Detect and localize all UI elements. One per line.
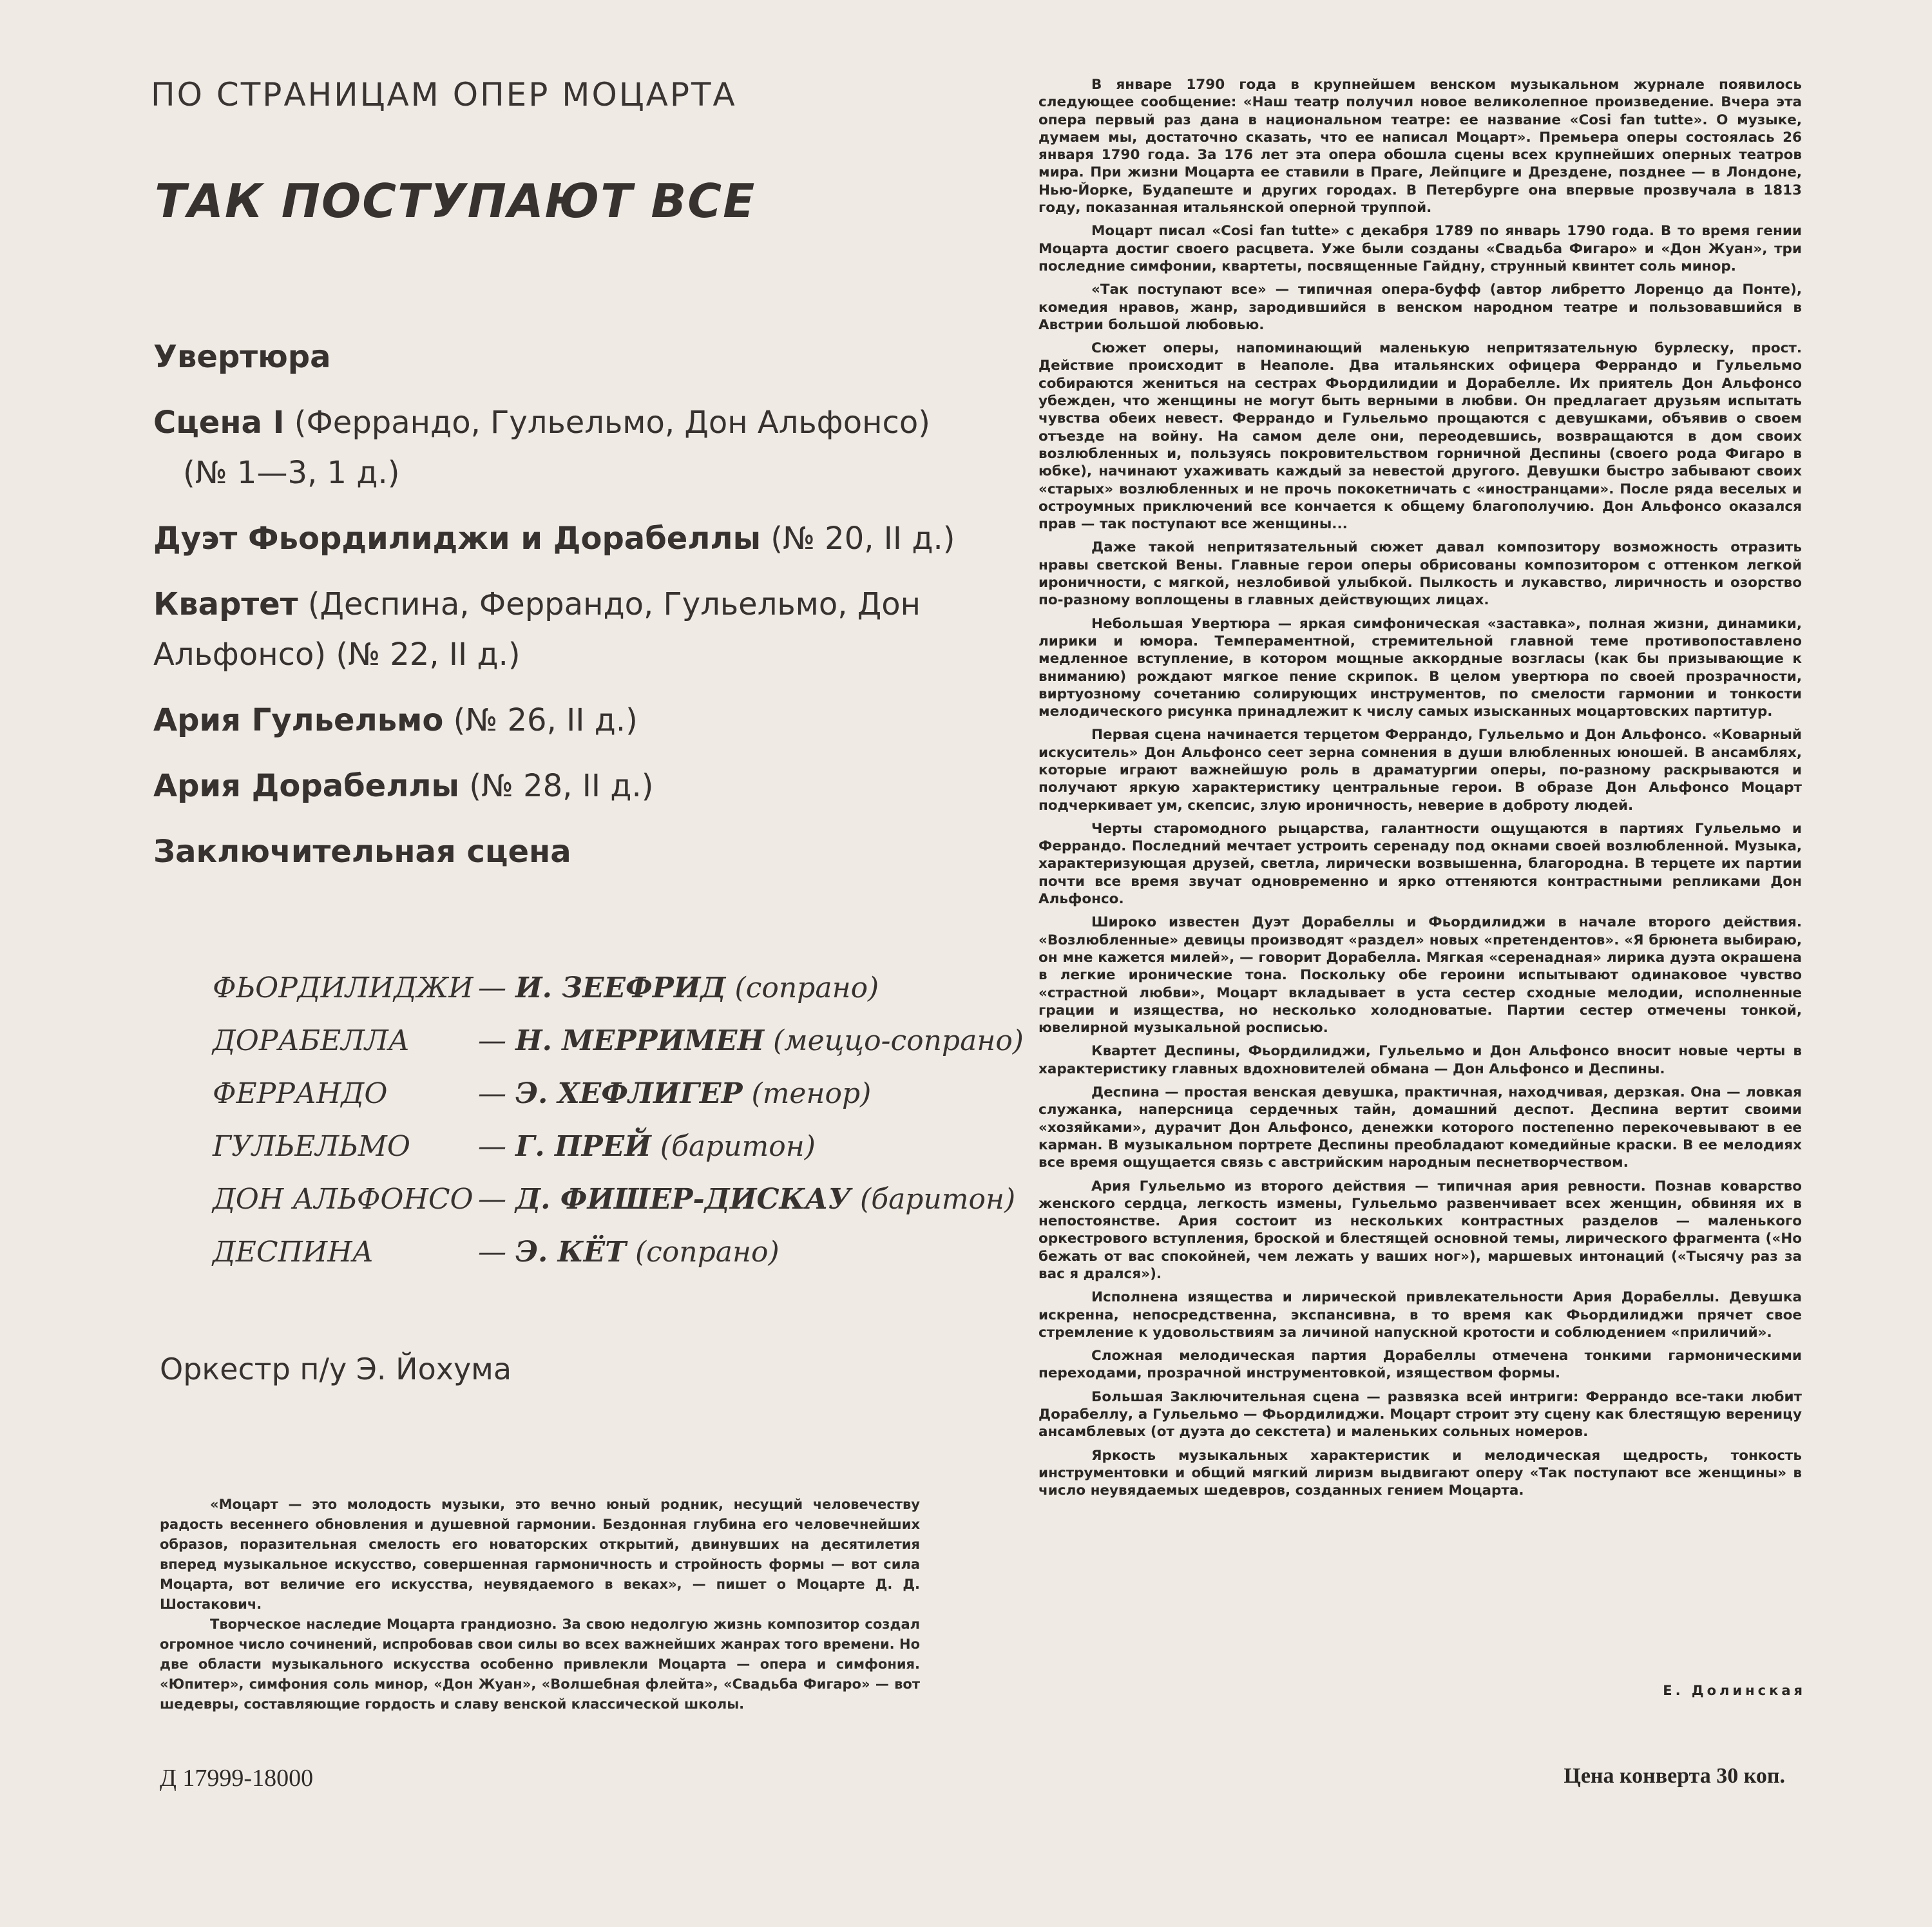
- article-paragraph: Моцарт писал «Cosi fan tutte» с декабря 1789 по январь 1790 года. В то время гении Моцарта достиг своего расцвета. Уже были созданы «Свадьба Фигаро» и «Дон Жуан», три последние симфонии, квартеты, посвященные Гайдну, струнный квинтет соль минор.: [1038, 223, 1802, 274]
- article-paragraph: Квартет Деспины, Фьордилиджи, Гульельмо и Дон Альфонсо вносит новые черты в характеристику главных вдохновителей обмана — Дон Альфонсо и Деспины.: [1038, 1043, 1802, 1077]
- track-item: Ария Дорабеллы (№ 28, II д.): [153, 768, 654, 804]
- article-paragraph: Деспина — простая венская девушка, практичная, находчивая, дерзкая. Она — ловкая служанка, наперсница сердечных тайн, домашний деспот. Деспина вертит своими «хозяйками», дурачит Дон Альфонсо, денежки которого постепенно перекочевывают в ее карман. В музыкальном портрете Деспины преобладают комедийные краски. В ее мелодиях все время ощущается связь с австрийским народным песнетворчеством.: [1038, 1084, 1802, 1171]
- sleeve-price: Цена конверта 30 коп.: [1564, 1764, 1785, 1788]
- track-list: [153, 332, 991, 892]
- orchestra-credit: Оркестр п/у Э. Йохума: [160, 1352, 512, 1386]
- series-title: ПО СТРАНИЦАМ ОПЕР МОЦАРТА: [151, 76, 737, 113]
- article-paragraph: Сюжет оперы, напоминающий маленькую непритязательную бурлеску, прост. Действие происходит в Неаполе. Два итальянских офицера Феррандо и Гульельмо собираются жениться на сестрах Фьордилидии и Дорабелле. Их приятель Дон Альфонсо убежден, что женщины не могут быть верными в любви. Он предлагает друзьям испытать чувства обеих невест. Феррандо и Гульельмо прощаются с девушками, объявив о своем отъезде на войну. На самом деле они, переодевшись, возвращаются в дом своих возлюбленных и, пользуясь покровительством горничной Деспины (своего рода Фигаро в юбке), начинают ухаживать каждый за невестой другого. Девушки быстро забывают своих «старых» возлюбленных и не прочь пококетничать с «иностранцами». После ряда веселых и остроумных приключений все кончается к общему благополучию. Дон Альфонсо оказался прав — так поступают все женщины...: [1038, 340, 1802, 533]
- article-paragraph: Черты старомодного рыцарства, галантности ощущаются в партиях Гульельмо и Феррандо. Последний мечтает устроить серенаду под окнами своей возлюбленной. Музыка, характеризующая друзей, светла, лирически возвышенна, благородна. В терцете их партии почти все время звучат одновременно и ярко оттеняются контрастными репликами Дон Альфонсо.: [1038, 820, 1802, 908]
- article-paragraph: В январе 1790 года в крупнейшем венском музыкальном журнале появилось следующее сообщение: «Наш театр получил новое великолепное произведение. Вчера эта опера первый раз дана в национальном театре: ее название «Cosi fan tutte». О музыке, думаем мы, достаточно сказать, что ее написал Моцарт». Премьера оперы состоялась 26 января 1790 года. За 176 лет эта опера обошла сцены всех крупнейших оперных театров мира. При жизни Моцарта ее ставили в Праге, Лейпциге и Дрездене, позднее — в Лондоне, Нью-Йорке, Будапеште и других городах. В Петербурге она впервые прозвучала в 1813 году, показанная итальянской оперной труппой.: [1038, 77, 1802, 216]
- opera-title: ТАК ПОСТУПАЮТ ВСЕ: [155, 174, 756, 228]
- track-item: Дуэт Фьордилиджи и Дорабеллы (№ 20, II д.): [153, 521, 955, 557]
- article-paragraph: Даже такой непритязательный сюжет давал композитору возможность отразить нравы светской Вены. Главные герои оперы обрисованы композитором с оттенком легкой ироничности, с мягкой, незлобивой улыбкой. Пылкость и лукавство, лиричность и озорство по-разному воплощены в главных действующих лицах.: [1038, 539, 1802, 609]
- track-item: Увертюра: [153, 339, 331, 375]
- article-paragraph: Большая Заключительная сцена — развязка всей интриги: Феррандо все-таки любит Дорабеллу, а Гульельмо — Фьордилиджи. Моцарт строит эту сцену как блестящую вереницу ансамблевых (от дуэта до секстета) и маленьких сольных номеров.: [1038, 1388, 1802, 1441]
- article-paragraph: Первая сцена начинается терцетом Феррандо, Гульельмо и Дон Альфонсо. «Коварный искуситель» Дон Альфонсо сеет зерна сомнения в души влюбленных юношей. В ансамблях, которые играют важнейшую роль в драматургии оперы, по-разному раскрываются и получают яркую характеристику центральные герои. В образе Дон Альфонсо Моцарт подчеркивает ум, скепсис, злую ироничность, неверие в доброту людей.: [1038, 727, 1802, 814]
- article-paragraph: Небольшая Увертюра — яркая симфоническая «заставка», полная жизни, динамики, лирики и юмора. Темпераментной, стремительной главной теме противопоставлено медленное вступление, в котором мощные аккордные возгласы (как бы призывающие к вниманию) рождают мягкое пение скрипок. В целом увертюра по своей прозрачности, виртуозному сочетанию солирующих инструментов, по смелости гармонии и тонкости мелодического рисунка принадлежит к числу самых изысканных моцартовских партитур.: [1038, 615, 1802, 720]
- track-item: Ария Гульельмо (№ 26, II д.): [153, 702, 638, 738]
- article-paragraph: «Так поступают все» — типичная опера-буфф (автор либретто Лоренцо да Понте), комедия нравов, жанр, зародившийся в венском народном театре и пользовавшийся в Австрии большой любовью.: [1038, 282, 1802, 333]
- article-paragraph: Широко известен Дуэт Дорабеллы и Фьордилиджи в начале второго действия. «Возлюбленные» девицы производят «раздел» новых «претендентов». «Я брюнета выбираю, он мне кажется милей», — говорит Дорабелла. Мягкая «серенадная» лирика дуэта окрашена в легкие иронические тона. Поскольку обе героини испытывают одинаковое чувство «страстной любви», Моцарт вкладывает в уста сестер сходные мелодии, исполненные грации и изящества, но несколько холодноватые. Партии сестер отмечены тонкой, ювелирной музыкальной росписью.: [1038, 914, 1802, 1037]
- track-item: Заключительная сцена: [153, 834, 571, 870]
- article-paragraph: Сложная мелодическая партия Дорабеллы отмечена тонкими гармоническими переходами, прозрачной инструментовкой, изяществом формы.: [1038, 1348, 1802, 1382]
- shostakovich-quote: [160, 1495, 920, 1714]
- article-author: Е. Долинская: [1663, 1683, 1806, 1698]
- catalog-number: Д 17999-18000: [160, 1765, 314, 1792]
- track-item: Сцена I (Феррандо, Гульельмо, Дон Альфонсо) (№ 1—3, 1 д.): [153, 405, 930, 491]
- article-paragraph: Ария Гульельмо из второго действия — типичная ария ревности. Познав коварство женского сердца, легкость измены, Гульельмо развенчивает всех женщин, обвиняя их в непостоянстве. Ария состоит из нескольких контрастных разделов — маленького оркестрового вступления, броской и блестящей основной темы, лирического фрагмента («Но бежать от вас спокойней, чем лежать у ваших ног»), маршевых интонаций («Тысячу раз за вас я дрался»).: [1038, 1178, 1802, 1282]
- liner-notes: [1038, 76, 1802, 1506]
- article-paragraph: Яркость музыкальных характеристик и мелодическая щедрость, тонкость инструментовки и общий мягкий лиризм выдвигают оперу «Так поступают все женщины» в число неувядаемых шедевров, созданных гением Моцарта.: [1038, 1447, 1802, 1499]
- quote-paragraph: «Моцарт — это молодость музыки, это вечно юный родник, несущий человечеству радость весеннего обновления и душевной гармонии. Бездонная глубина его человечнейших образов, поразительная смелость его новаторских открытий, двинувших на десятилетия вперед музыкальное искусство, совершенная гармоничность и стройность формы — вот сила Моцарта, вот величие его искусства, неувядаемого в веках», — пишет о Моцарте Д. Д. Шостакович.: [160, 1497, 920, 1612]
- article-paragraph: Исполнена изящества и лирической привлекательности Ария Дорабеллы. Девушка искренна, непосредственна, экспансивна, в то время как Фьордилиджи прячет свое стремление к удовольствиям за личиной напускной кротости и соблюдением «приличий».: [1038, 1289, 1802, 1341]
- track-item: Квартет (Деспина, Феррандо, Гульельмо, Дон Альфонсо) (№ 22, II д.): [153, 586, 921, 673]
- quote-paragraph: Творческое наследие Моцарта грандиозно. За свою недолгую жизнь композитор создал огромное число сочинений, испробовав свои силы во всех важнейших жанрах того времени. Но две области музыкального искусства особенно привлекли Моцарта — опера и симфония. «Юпитер», симфония соль минор, «Дон Жуан», «Волшебная флейта», «Свадьба Фигаро» — вот шедевры, составляющие гордость и славу венской классической школы.: [160, 1616, 920, 1712]
- record-sleeve-back: ПО СТРАНИЦАМ ОПЕР МОЦАРТА ТАК ПОСТУПАЮТ ВСЕ Увертюра Сцена I (Феррандо, Гульельмо, Дон Альфонсо) (№ 1—3, 1 д.) Дуэт Фьордилиджи и Дорабеллы (№ 20, II д.) Квартет (Деспина, Феррандо, Гульельмо, Дон Альфонсо) (№ 22, II д.) Ария Гульельмо (№ 26, II д.) Ария Дорабеллы (№ 28, II д.) Заключительная сцена ФЬОРДИЛИДЖИ — И. ЗЕЕФРИД (сопрано) ДОРАБЕЛЛА — Н. МЕРРИМЕН (меццо-сопрано) ФЕРРАНДО — Э. ХЕФЛИГЕР (тенор) ГУЛЬЕЛЬМО — Г. ПРЕЙ (баритон) ДОН АЛЬФОНСО — Д. ФИШЕР-ДИСКАУ (баритон) ДЕСПИНА — Э. КЁТ (сопрано) Оркестр п/у Э. Йохума «Моцарт — это молодость музыки, это вечно юный родник, несущий человечеству радость весеннего обновления и душевной гармонии. Бездонная глубина его человечнейших образов, поразительная смелость его новаторских открытий, двинувших на десятилетия вперед музыкальное искусство, совершенная гармоничность и стройность формы — вот сила Моцарта, вот величие его искусства, неувядаемого в веках», — пишет о Моцарте Д. Д. Шостакович. Творческое наследие Моцарта грандиозно. За свою недолгую жизнь композитор создал огромное число сочинений, испробовав свои силы во всех важнейших жанрах того времени. Но две области музыкального искусства особенно привлекли Моцарта — опера и симфония. «Юпитер», симфония соль минор, «Дон Жуан», «Волшебная флейта», «Свадьба Фигаро» — вот шедевры, составляющие гордость и славу венской классической школы. Д 17999-18000 В январе 1790 года в крупнейшем венском музыкальном журнале появилось следующее сообщение: «Наш театр получил новое великолепное произведение. Вчера эта опера первый раз дана в национальном театре: ее название «Cosi fan tutte». О музыке, думаем мы, достаточно сказать, что ее написал Моцарт». Премьера оперы состоялась 26 января 1790 года. За 176 лет эта опера обошла сцены всех крупнейших оперных театров мира. При жизни Моцарта ее ставили в Праге, Лейпциге и Дрездене, позднее — в Лондоне, Нью-Йорке, Будапеште и других городах. В Петербурге она впервые прозвучала в 1813 году, показанная итальянской оперной труппой. Моцарт писал «Cosi fan tutte» с декабря 1789 по январь 1790 года. В то время гении Моцарта достиг своего расцвета. Уже были созданы «Свадьба Фигаро» и «Дон Жуан», три последние симфонии, квартеты, посвященные Гайдну, струнный квинтет соль минор. «Так поступают все» — типичная опера-буфф (автор либретто Лоренцо да Понте), комедия нравов, жанр, зародившийся в венском народном театре и пользовавшийся в Австрии большой любовью. Сюжет оперы, напоминающий маленькую непритязательную бурлеску, прост. Действие происходит в Неаполе. Два итальянских офицера Феррандо и Гульельмо собираются жениться на сестрах Фьордилидии и Дорабелле. Их приятель Дон Альфонсо убежден, что женщины не могут быть верными в любви. Он предлагает друзьям испытать чувства обеих невест. Феррандо и Гульельмо прощаются с девушками, объявив о своем отъезде на войну. На самом деле они, переодевшись, возвращаются в дом своих возлюбленных и, пользуясь покровительством горничной Деспины (своего рода Фигаро в юбке), начинают ухаживать каждый за невестой другого. Девушки быстро забывают своих «старых» возлюбленных и не прочь пококетничать с «иностранцами». После ряда веселых и остроумных приключений все кончается к общему благополучию. Дон Альфонсо оказался прав — так поступают все женщины... Даже такой непритязательный сюжет давал композитору возможность отразить нравы светской Вены. Главные герои оперы обрисованы композитором с оттенком легкой ироничности, с мягкой, незлобивой улыбкой. Пылкость и лукавство, лиричность и озорство по-разному воплощены в главных действующих лицах. Небольшая Увертюра — яркая симфоническая «заставка», полная жизни, динамики, лирики и юмора. Темпераментной, стремительной главной теме противопоставлено медленное вступление, в котором мощные аккордные возгласы (как бы призывающие к вниманию) рождают мягкое пение скрипок. В целом увертюра по своей прозрачности, виртуозному сочетанию солирующих инструментов, по смелости гармонии и тонкости мелодического рисунка принадлежит к числу самых изысканных моцартовских партитур. Первая сцена начинается терцетом Феррандо, Гульельмо и Дон Альфонсо. «Коварный искуситель» Дон Альфонсо сеет зерна сомнения в души влюбленных юношей. В ансамблях, которые играют важнейшую роль в драматургии оперы, по-разному раскрываются и получают яркую характеристику центральные герои. В образе Дон Альфонсо Моцарт подчеркивает ум, скепсис, злую ироничность, неверие в доброту людей. Черты старомодного рыцарства, галантности ощущаются в партиях Гульельмо и Феррандо. Последний мечтает устроить серенаду под окнами своей возлюбленной. Музыка, характеризующая друзей, светла, лирически возвышенна, благородна. В терцете их партии почти все время звучат одновременно и ярко оттеняются контрастными репликами Дон Альфонсо. Широко известен Дуэт Дорабеллы и Фьордилиджи в начале второго действия. «Возлюбленные» девицы производят «раздел» новых «претендентов». «Я брюнета выбираю, он мне кажется милей», — говорит Дорабелла. Мягкая «серенадная» лирика дуэта окрашена в легкие иронические тона. Поскольку обе героини испытывают одинаковое чувство «страстной любви», Моцарт вкладывает в уста сестер сходные мелодии, исполненные грации и изящества, но несколько холодноватые. Партии сестер отмечены тонкой, ювелирной музыкальной росписью. Квартет Деспины, Фьордилиджи, Гульельмо и Дон Альфонсо вносит новые черты в характеристику главных вдохновителей обмана — Дон Альфонсо и Деспины. Деспина — простая венская девушка, практичная, находчивая, дерзкая. Она — ловкая служанка, наперсница сердечных тайн, домашний деспот. Деспина вертит своими «хозяйками», дурачит Дон Альфонсо, денежки которого постепенно перекочевывают в ее карман. В музыкальном портрете Деспины преобладают комедийные краски. В ее мелодиях все время ощущается связь с австрийским народным песнетворчеством. Ария Гульельмо из второго действия — типичная ария ревности. Познав коварство женского сердца, легкость измены, Гульельмо развенчивает всех женщин, обвиняя их в непостоянстве. Ария состоит из нескольких контрастных разделов — маленького оркестрового вступления, броской и блестящей основной темы, лирического фрагмента («Но бежать от вас спокойней, чем лежать у ваших ног»), маршевых интонаций («Тысячу раз за вас я дрался»). Исполнена изящества и лирической привлекательности Ария Дорабеллы. Девушка искренна, непосредственна, экспансивна, в то время как Фьордилиджи прячет свое стремление к удовольствиям за личиной напускной кротости и соблюдением «приличий». Сложная мелодическая партия Дорабеллы отмечена тонкими гармоническими переходами, прозрачной инструментовкой, изяществом формы. Большая Заключительная сцена — развязка всей интриги: Феррандо все-таки любит Дорабеллу, а Гульельмо — Фьордилиджи. Моцарт строит эту сцену как блестящую вереницу ансамблевых (от дуэта до секстета) и маленьких сольных номеров. Яркость музыкальных характеристик и мелодическая щедрость, тонкость инструментовки и общий мягкий лиризм выдвигают оперу «Так поступают все женщины» в число неувядаемых шедевров, созданных гением Моцарта. Е. Долинская Цена конверта 30 коп.: [0, 0, 1932, 1927]
